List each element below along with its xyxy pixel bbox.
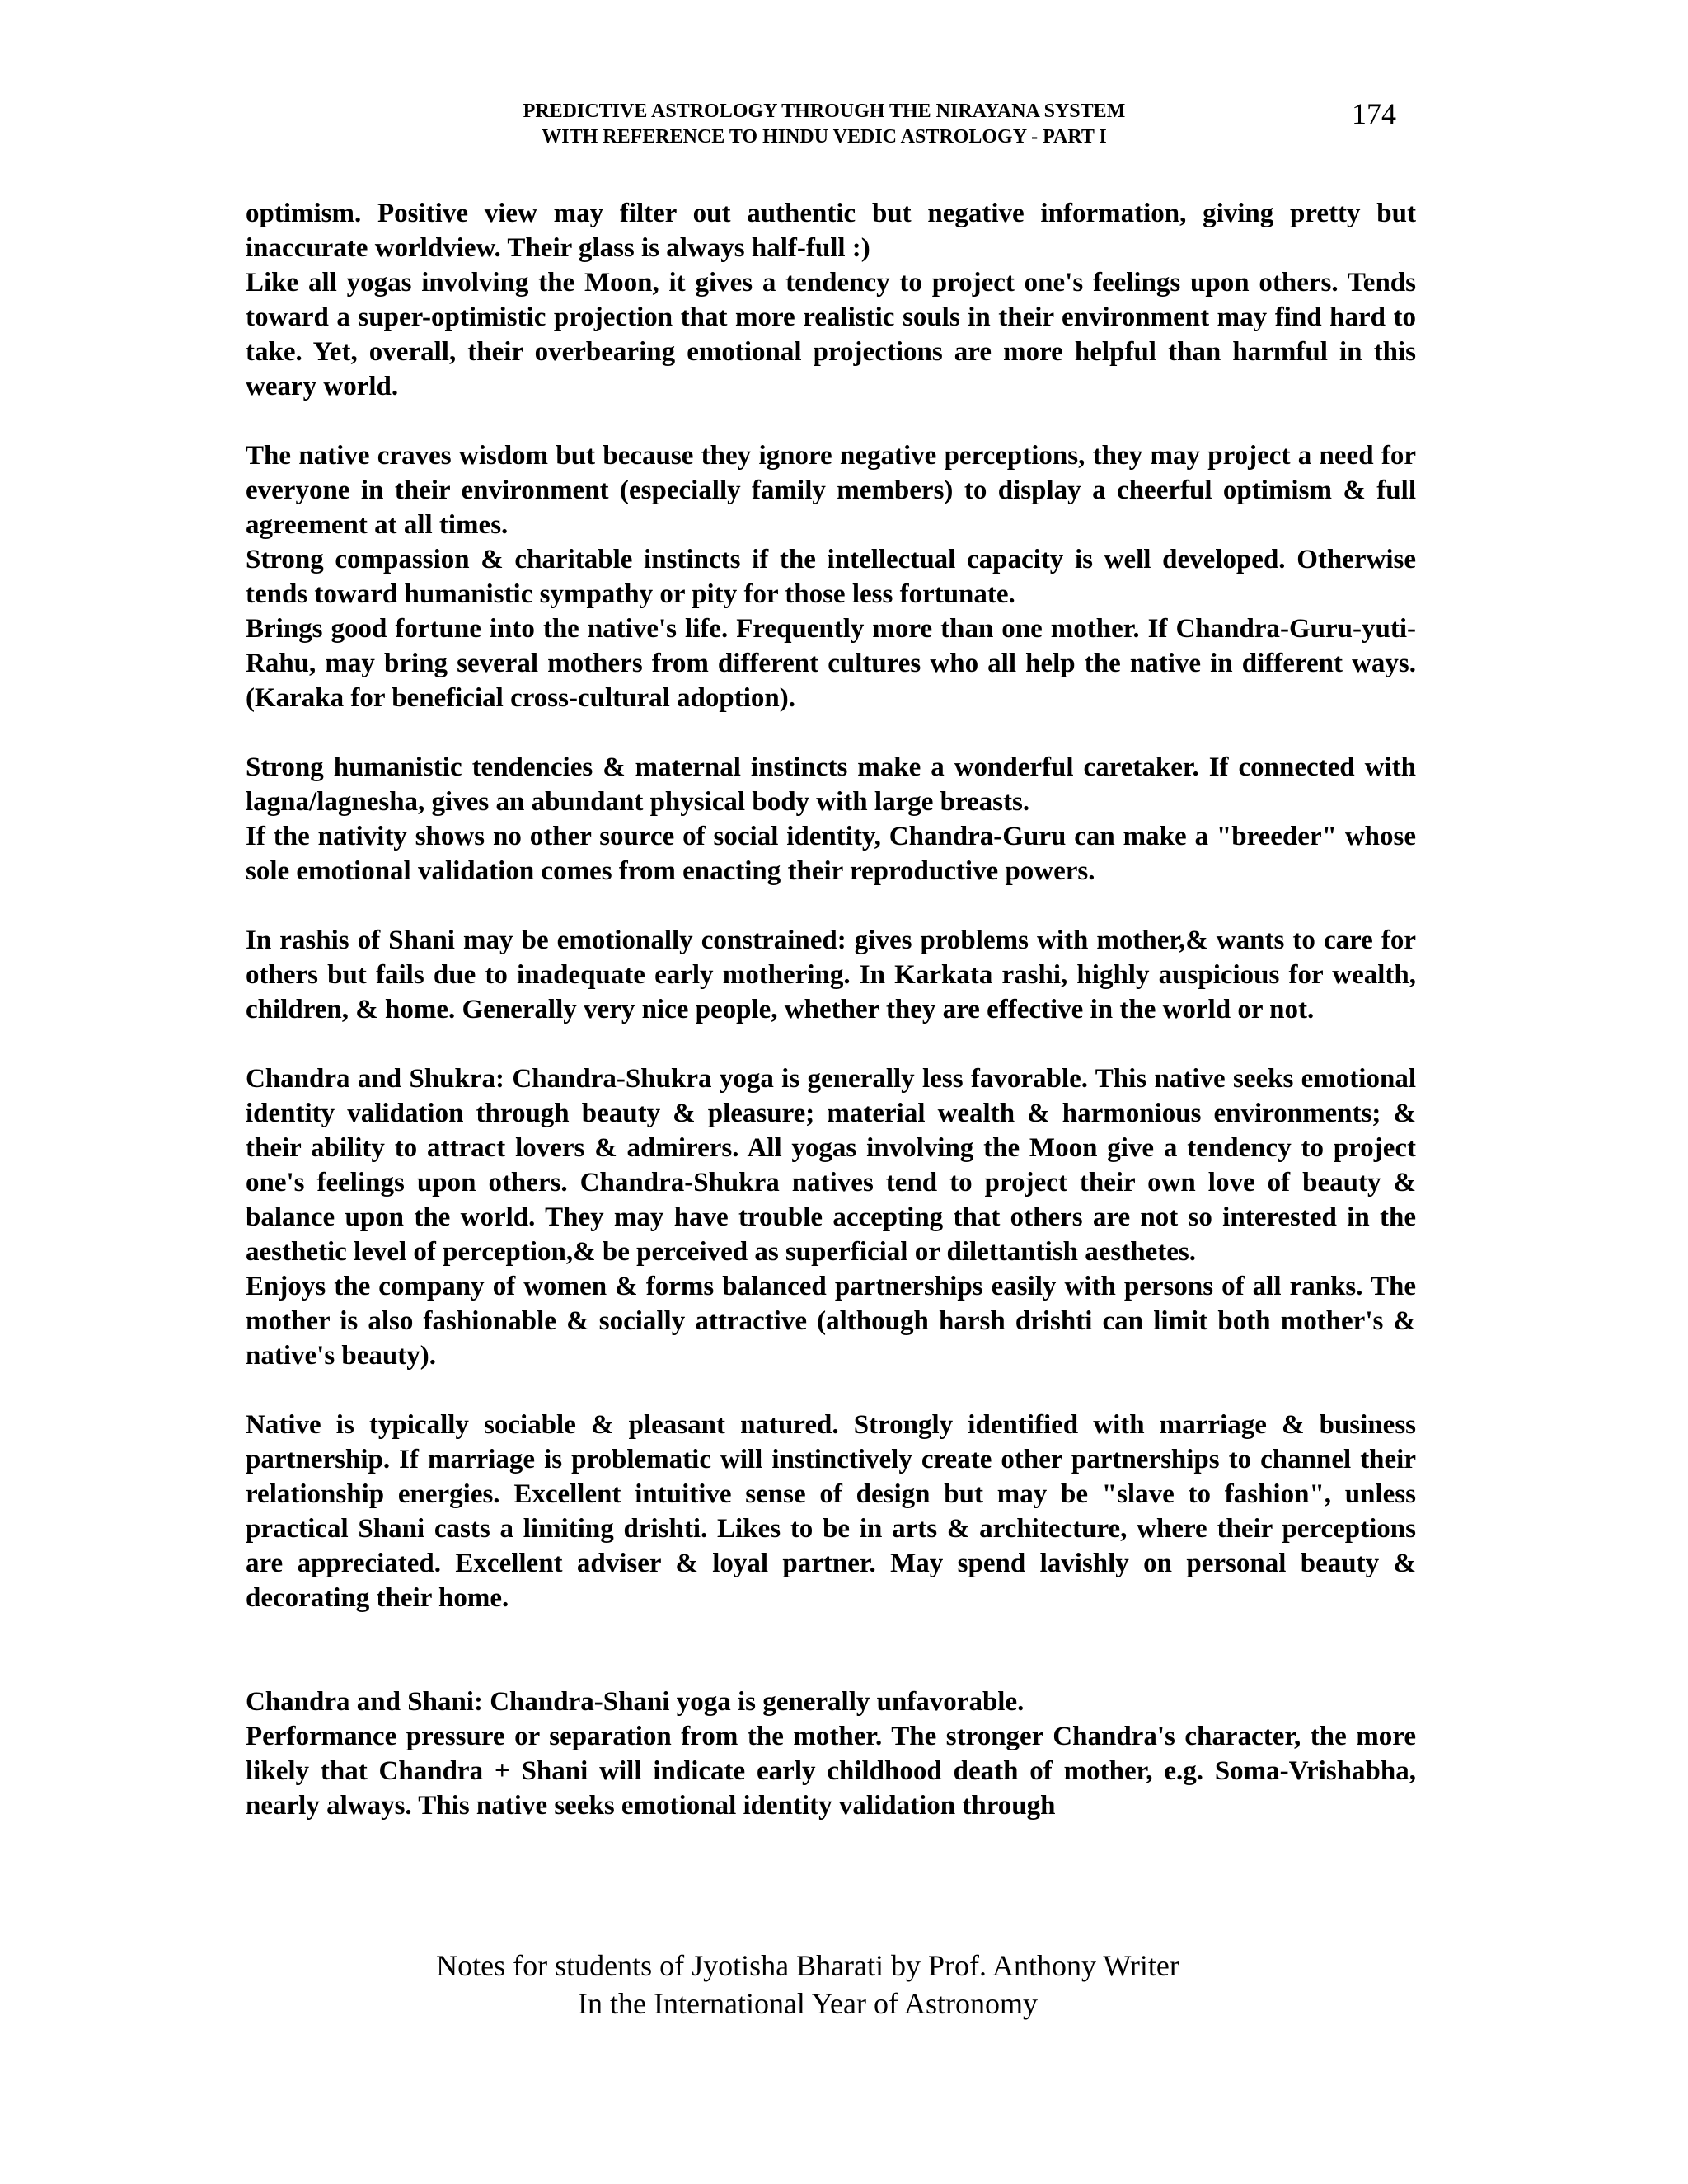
section-heading: Chandra and Shani: Chandra-Shani yoga is generally unfavorable. [246, 1687, 1025, 1717]
page-footer [247, 1947, 1368, 2022]
paragraph: Strong humanistic tendencies & maternal instincts make a wonderful caretaker. If connected with lagna/lagnesha, gives an abundant physical body with large breasts. [246, 752, 1416, 817]
header-title-line-2: WITH REFERENCE TO HINDU VEDIC ASTROLOGY - PART I [542, 126, 1107, 148]
paragraph: Strong compassion & charitable instincts if the intellectual capacity is well developed. Otherwise tends toward humanistic sympathy or pity for those less fortunate. [246, 545, 1416, 609]
header-title-line-1: PREDICTIVE ASTROLOGY THROUGH THE NIRAYANA SYSTEM [523, 101, 1126, 122]
paragraph: If the nativity shows no other source of social identity, Chandra-Guru can make a "breeder" whose sole emotional validation comes from enacting their reproductive powers. [246, 822, 1416, 886]
paragraph: Enjoys the company of women & forms balanced partnerships easily with persons of all ranks. The mother is also fashionable & socially attractive (although harsh drishti can limit both mother's & native's beauty). [246, 1272, 1416, 1371]
paragraph: In rashis of Shani may be emotionally constrained: gives problems with mother,& wants to care for others but fails due to inadequate early mothering. In Karkata rashi, highly auspicious for wealth, children, & home. Generally very nice people, whether they are effective in the world or not. [246, 926, 1416, 1024]
paragraph-gap [246, 715, 1416, 750]
paragraph: Performance pressure or separation from the mother. The stronger Chandra's character, the more likely that Chandra + Shani will indicate early childhood death of mother, e.g. Soma-Vrishabha, nearly always. This native seeks emotional identity validation through [246, 1722, 1416, 1821]
paragraph: Like all yogas involving the Moon, it gives a tendency to project one's feelings upon others. Tends toward a super-optimistic projection that more realistic souls in their environment may find hard to take. Yet, overall, their overbearing emotional projections are more helpful than harmful in this weary world. [246, 268, 1416, 401]
paragraph-gap [246, 404, 1416, 438]
paragraph: Brings good fortune into the native's life. Frequently more than one mother. If Chandra-Guru-yuti-Rahu, may bring several mothers from different cultures who all help the native in different ways. (Karaka for beneficial cross-cultural adoption). [246, 614, 1416, 713]
paragraph: Native is typically sociable & pleasant natured. Strongly identified with marriage & business partnership. If marriage is problematic will instinctively create other partnerships to channel their relationship energies. Excellent intuitive sense of design but may be "slave to fashion", unless practical Shani casts a limiting drishti. Likes to be in arts & architecture, where their perceptions are appreciated. Excellent adviser & loyal partner. May spend lavishly on personal beauty & decorating their home. [246, 1410, 1416, 1613]
footer-line-1: Notes for students of Jyotisha Bharati by Prof. Anthony Writer [436, 1949, 1179, 1982]
running-header [330, 99, 1319, 150]
footer-line-2: In the International Year of Astronomy [578, 1987, 1038, 2020]
section-gap [246, 1615, 1416, 1685]
paragraph-gap [246, 888, 1416, 923]
paragraph: Chandra and Shukra: Chandra-Shukra yoga is generally less favorable. This native seeks emotional identity validation through beauty & pleasure; material wealth & harmonious environments; & their ability to attract lovers & admirers. All yogas involving the Moon give a tendency to project one's feelings upon others. Chandra-Shukra natives tend to project their own love of beauty & balance upon the world. They may have trouble accepting that others are not so interested in the aesthetic level of perception,& be perceived as superficial or dilettantish aesthetes. [246, 1064, 1416, 1267]
paragraph: The native craves wisdom but because they ignore negative perceptions, they may project a need for everyone in their environment (especially family members) to display a cheerful optimism & full agreement at all times. [246, 441, 1416, 540]
paragraph-gap [246, 1027, 1416, 1062]
page-number: 174 [1352, 97, 1396, 130]
body-text [246, 196, 1416, 1823]
paragraph: optimism. Positive view may filter out authentic but negative information, giving pretty but inaccurate worldview. Their glass is always half-full :) [246, 199, 1416, 263]
paragraph-gap [246, 1373, 1416, 1408]
